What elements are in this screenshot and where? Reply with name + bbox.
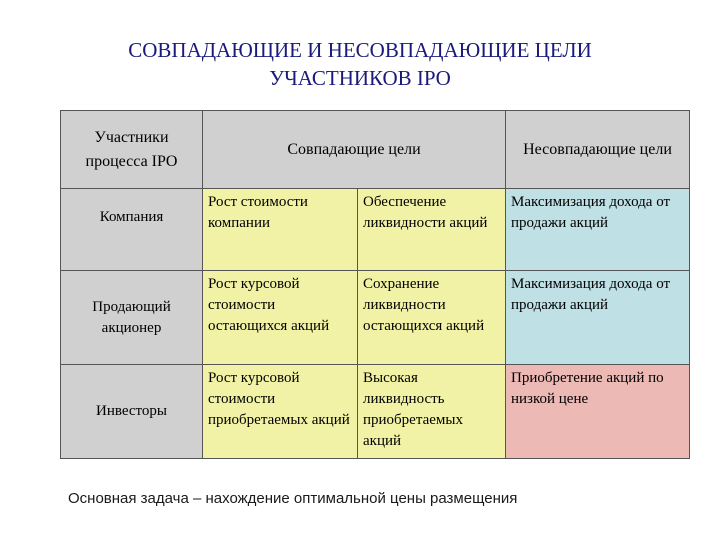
header-matching: Совпадающие цели bbox=[203, 111, 506, 189]
matching-goal-cell: Сохранение ликвидности остающихся акций bbox=[358, 271, 506, 365]
participant-cell: Инвесторы bbox=[61, 365, 203, 459]
footer-note: Основная задача – нахождение оптимальной цены размещения bbox=[68, 490, 518, 507]
table-row bbox=[61, 271, 690, 365]
matching-goal-cell: Обеспечение ликвидности акций bbox=[358, 189, 506, 271]
matching-goal-cell: Высокая ликвидность приобретаемых акций bbox=[358, 365, 506, 459]
participant-cell: Компания bbox=[61, 189, 203, 271]
nonmatching-goal-cell: Максимизация дохода от продажи акций bbox=[506, 189, 690, 271]
title-line-2: УЧАСТНИКОВ IPO bbox=[269, 66, 451, 90]
header-participants: Участники процесса IPO bbox=[61, 111, 203, 189]
matching-goal-cell: Рост курсовой стоимости приобретаемых акций bbox=[203, 365, 358, 459]
matching-goal-cell: Рост стоимости компании bbox=[203, 189, 358, 271]
table-header-row bbox=[61, 111, 690, 189]
table-row bbox=[61, 189, 690, 271]
participant-cell: Продающий акционер bbox=[61, 271, 203, 365]
page-title bbox=[0, 36, 720, 92]
goals-table bbox=[60, 110, 690, 459]
table-row bbox=[61, 365, 690, 459]
nonmatching-goal-cell: Максимизация дохода от продажи акций bbox=[506, 271, 690, 365]
header-nonmatching: Несовпадающие цели bbox=[506, 111, 690, 189]
title-line-1: СОВПАДАЮЩИЕ И НЕСОВПАДАЮЩИЕ ЦЕЛИ bbox=[128, 38, 592, 62]
nonmatching-goal-cell: Приобретение акций по низкой цене bbox=[506, 365, 690, 459]
matching-goal-cell: Рост курсовой стоимости остающихся акций bbox=[203, 271, 358, 365]
